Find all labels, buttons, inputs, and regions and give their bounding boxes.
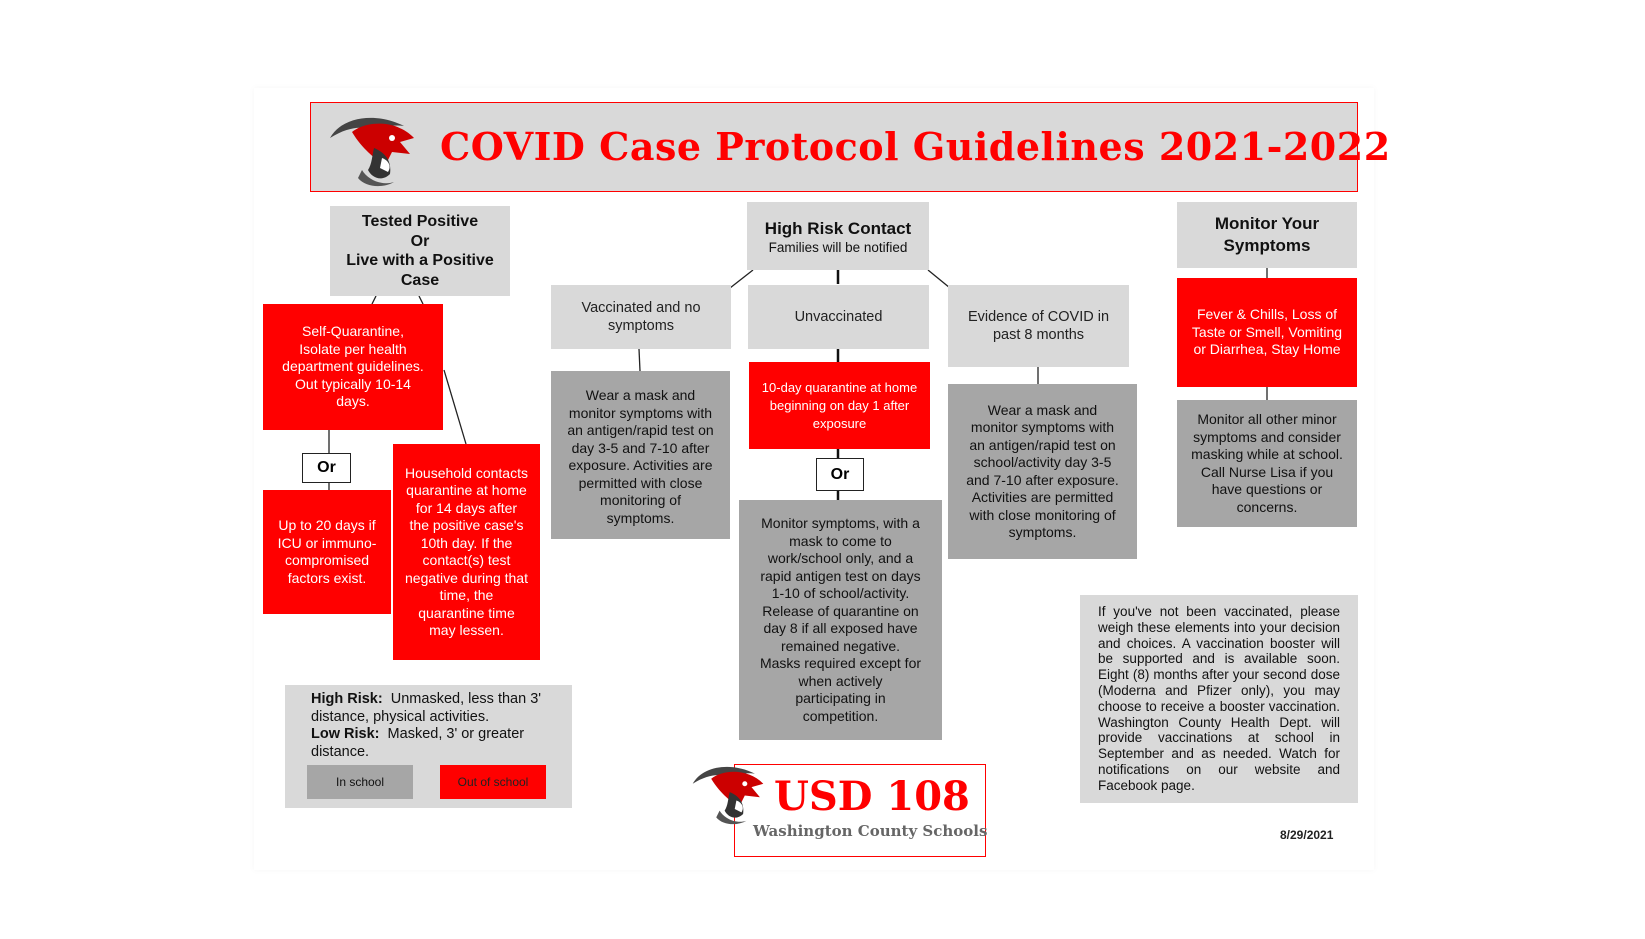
or-connector-left: Or [302, 453, 351, 483]
stay-home-box: Fever & Chills, Loss of Taste or Smell, Vomiting or Diarrhea, Stay Home [1177, 278, 1357, 387]
case-line: Case [400, 271, 440, 289]
low-risk-definition [311, 726, 556, 761]
tested-positive-line: Tested Positive [361, 213, 479, 230]
high-risk-contact-title: High Risk Contact [764, 218, 912, 238]
tested-positive-header [330, 206, 510, 296]
household-contacts-box: Household contacts quarantine at home for 14 days after the positive case's 10th day. If the contact(s) test negative during that time, the quarantine time may lessen. [393, 444, 540, 660]
unvaccinated-box: Unvaccinated [748, 285, 929, 349]
out-of-school-swatch: Out of school [440, 765, 546, 799]
evidence-detail-box: Wear a mask and monitor symptoms with an antigen/rapid test on school/activity day 3-5 and 7-10 after exposure. Activities are permitted with close monitoring of symptoms. [948, 384, 1137, 559]
ten-day-quarantine-box: 10-day quarantine at home beginning on day 1 after exposure [749, 362, 930, 449]
high-risk-contact-header [747, 202, 929, 270]
low-risk-text: Masked, 3' or greater distance. [311, 726, 525, 760]
vaccination-note: If you've not been vaccinated, please weigh these elements into your decision and choices. A vaccination booster will be supported and is available soon. Eight (8) months after your second dose (Moderna and Pfizer only), you may choose to receive a booster vaccination. Washington County Health Dept. will provide vaccinations at school in September and as needed. Watch for notifications on our website and Facebook page. [1080, 595, 1358, 803]
families-notified-text: Families will be notified [768, 239, 908, 255]
vaccinated-detail-box: Wear a mask and monitor symptoms with an antigen/rapid test on day 3-5 and 7-10 after exposure. Activities are permitted with close monitoring of symptoms. [551, 371, 730, 539]
in-school-swatch: In school [307, 765, 413, 799]
high-risk-text: Unmasked, less than 3' distance, physical activities. [311, 691, 542, 725]
live-with-positive-line: Live with a Positive [346, 252, 494, 269]
page-title: COVID Case Protocol Guidelines 2021-2022 [440, 124, 1391, 169]
icu-box: Up to 20 days if ICU or immuno-compromised factors exist. [263, 490, 391, 614]
evidence-of-covid-box: Evidence of COVID in past 8 months [948, 285, 1129, 367]
vaccinated-box: Vaccinated and no symptoms [551, 285, 731, 349]
usd-subtitle: Washington County Schools [753, 822, 988, 840]
monitor-symptoms-header: Monitor Your Symptoms [1177, 202, 1357, 268]
usd-name: USD 108 [774, 773, 970, 820]
or-connector-center: Or [816, 458, 864, 491]
self-quarantine-box: Self-Quarantine, Isolate per health department guidelines. Out typically 10-14 days. [263, 304, 443, 430]
date-stamp: 8/29/2021 [1280, 828, 1334, 842]
hawk-mascot-icon [322, 108, 422, 190]
hawk-mascot-small-icon [686, 758, 770, 828]
risk-legend [285, 685, 572, 808]
unvaccinated-detail-box: Monitor symptoms, with a mask to come to work/school only, and a rapid antigen test on days 1-10 of school/activity. Release of quarantine on day 8 if all exposed have remained negative. Masks required except for when actively participating in competition. [739, 500, 942, 740]
high-risk-definition [311, 691, 556, 726]
monitor-detail-box: Monitor all other minor symptoms and consider masking while at school. Call Nurse Lisa if you have questions or concerns. [1177, 400, 1357, 527]
or-line: Or [410, 232, 430, 250]
high-risk-label: High Risk: [311, 691, 383, 707]
low-risk-label: Low Risk: [311, 726, 380, 742]
